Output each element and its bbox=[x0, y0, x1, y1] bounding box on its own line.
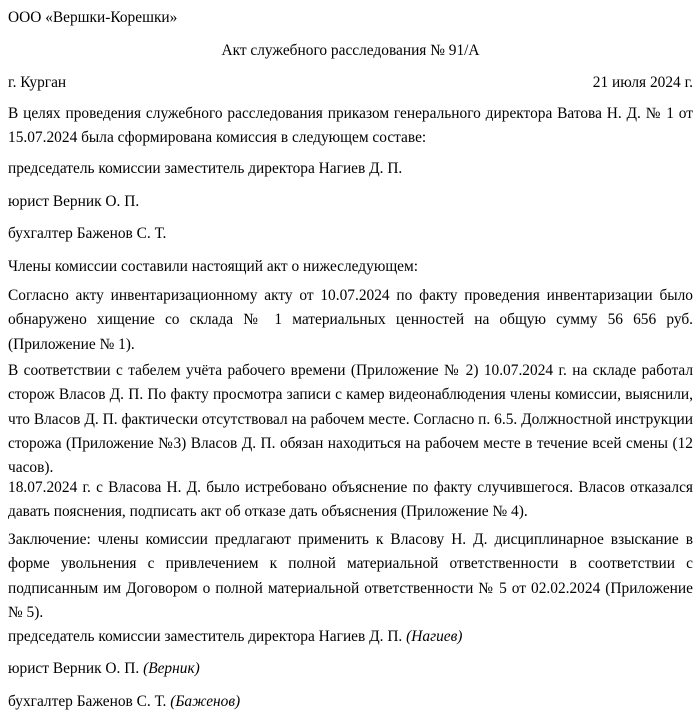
paragraph-inventory: Согласно акту инвентаризационному акту от 10.07.2024 по факту проведения инвентаризации было обнаружено хищение со склада № 1 материальных ценностей на общую сумму 56 656 руб. (Приложение № 1). bbox=[8, 287, 693, 353]
member-accountant: бухгалтер Баженов С. Т. bbox=[8, 225, 167, 242]
document-title: Акт служебного расследования № 91/А bbox=[221, 42, 480, 59]
paragraph-explanation: 18.07.2024 г. с Власова Н. Д. было истребовано объяснение по факту случившегося. Власов отказался давать пояснения, подписать акт об отказе дать объяснения (Приложение № 4). bbox=[8, 479, 693, 521]
document-date: 21 июля 2024 г. bbox=[592, 74, 693, 91]
signature-chair bbox=[8, 627, 462, 646]
signature-chair-text: председатель комиссии заместитель директора Нагиев Д. П. bbox=[8, 628, 403, 645]
city: г. Курган bbox=[8, 74, 67, 91]
signature-chair-sign: (Нагиев) bbox=[406, 628, 463, 645]
signature-accountant-text: бухгалтер Баженов С. Т. bbox=[8, 693, 167, 710]
paragraph-timesheet: В соответствии с табелем учёта рабочего времени (Приложение № 2) 10.07.2024 г. на складе работал сторож Власов Д. П. По факту просмотра записи с камер видеонаблюдения члены комиссии, выяснили, что Власов Д. П. фактически отсутствовал на рабочем месте. Согласно п. 6.5. Должностной инструкции сторожа (Приложение №3) Власов Д. П. обязан находиться на рабочем месте в течение всей смены (12 часов). bbox=[8, 362, 693, 477]
company-name: ООО «Вершки-Корешки» bbox=[8, 9, 178, 26]
conclusion-paragraph: Заключение: члены комиссии предлагают применить к Власову Н. Д. дисциплинарное взыскание в форме увольнения с привлечением к полной материальной ответственности в соответствии с подписанным им Договором о полной материальной ответственности № 5 от 02.02.2024 (Приложение № 5). bbox=[8, 531, 693, 621]
signature-accountant-sign: (Баженов) bbox=[170, 693, 241, 710]
intro-paragraph: В целях проведения служебного расследования приказом генерального директора Ватова Н. Д. № 1 от 15.07.2024 была сформирована комиссия в следующем составе: bbox=[8, 105, 693, 147]
signature-lawyer-sign: (Верник) bbox=[143, 660, 200, 677]
signature-accountant bbox=[8, 692, 240, 711]
signature-lawyer-text: юрист Верник О. П. bbox=[8, 660, 140, 677]
document-page bbox=[8, 0, 693, 713]
member-chair: председатель комиссии заместитель директора Нагиев Д. П. bbox=[8, 160, 403, 177]
signature-lawyer bbox=[8, 659, 200, 678]
member-lawyer: юрист Верник О. П. bbox=[8, 193, 140, 210]
statement-line: Члены комиссии составили настоящий акт о нижеследующем: bbox=[8, 258, 419, 275]
